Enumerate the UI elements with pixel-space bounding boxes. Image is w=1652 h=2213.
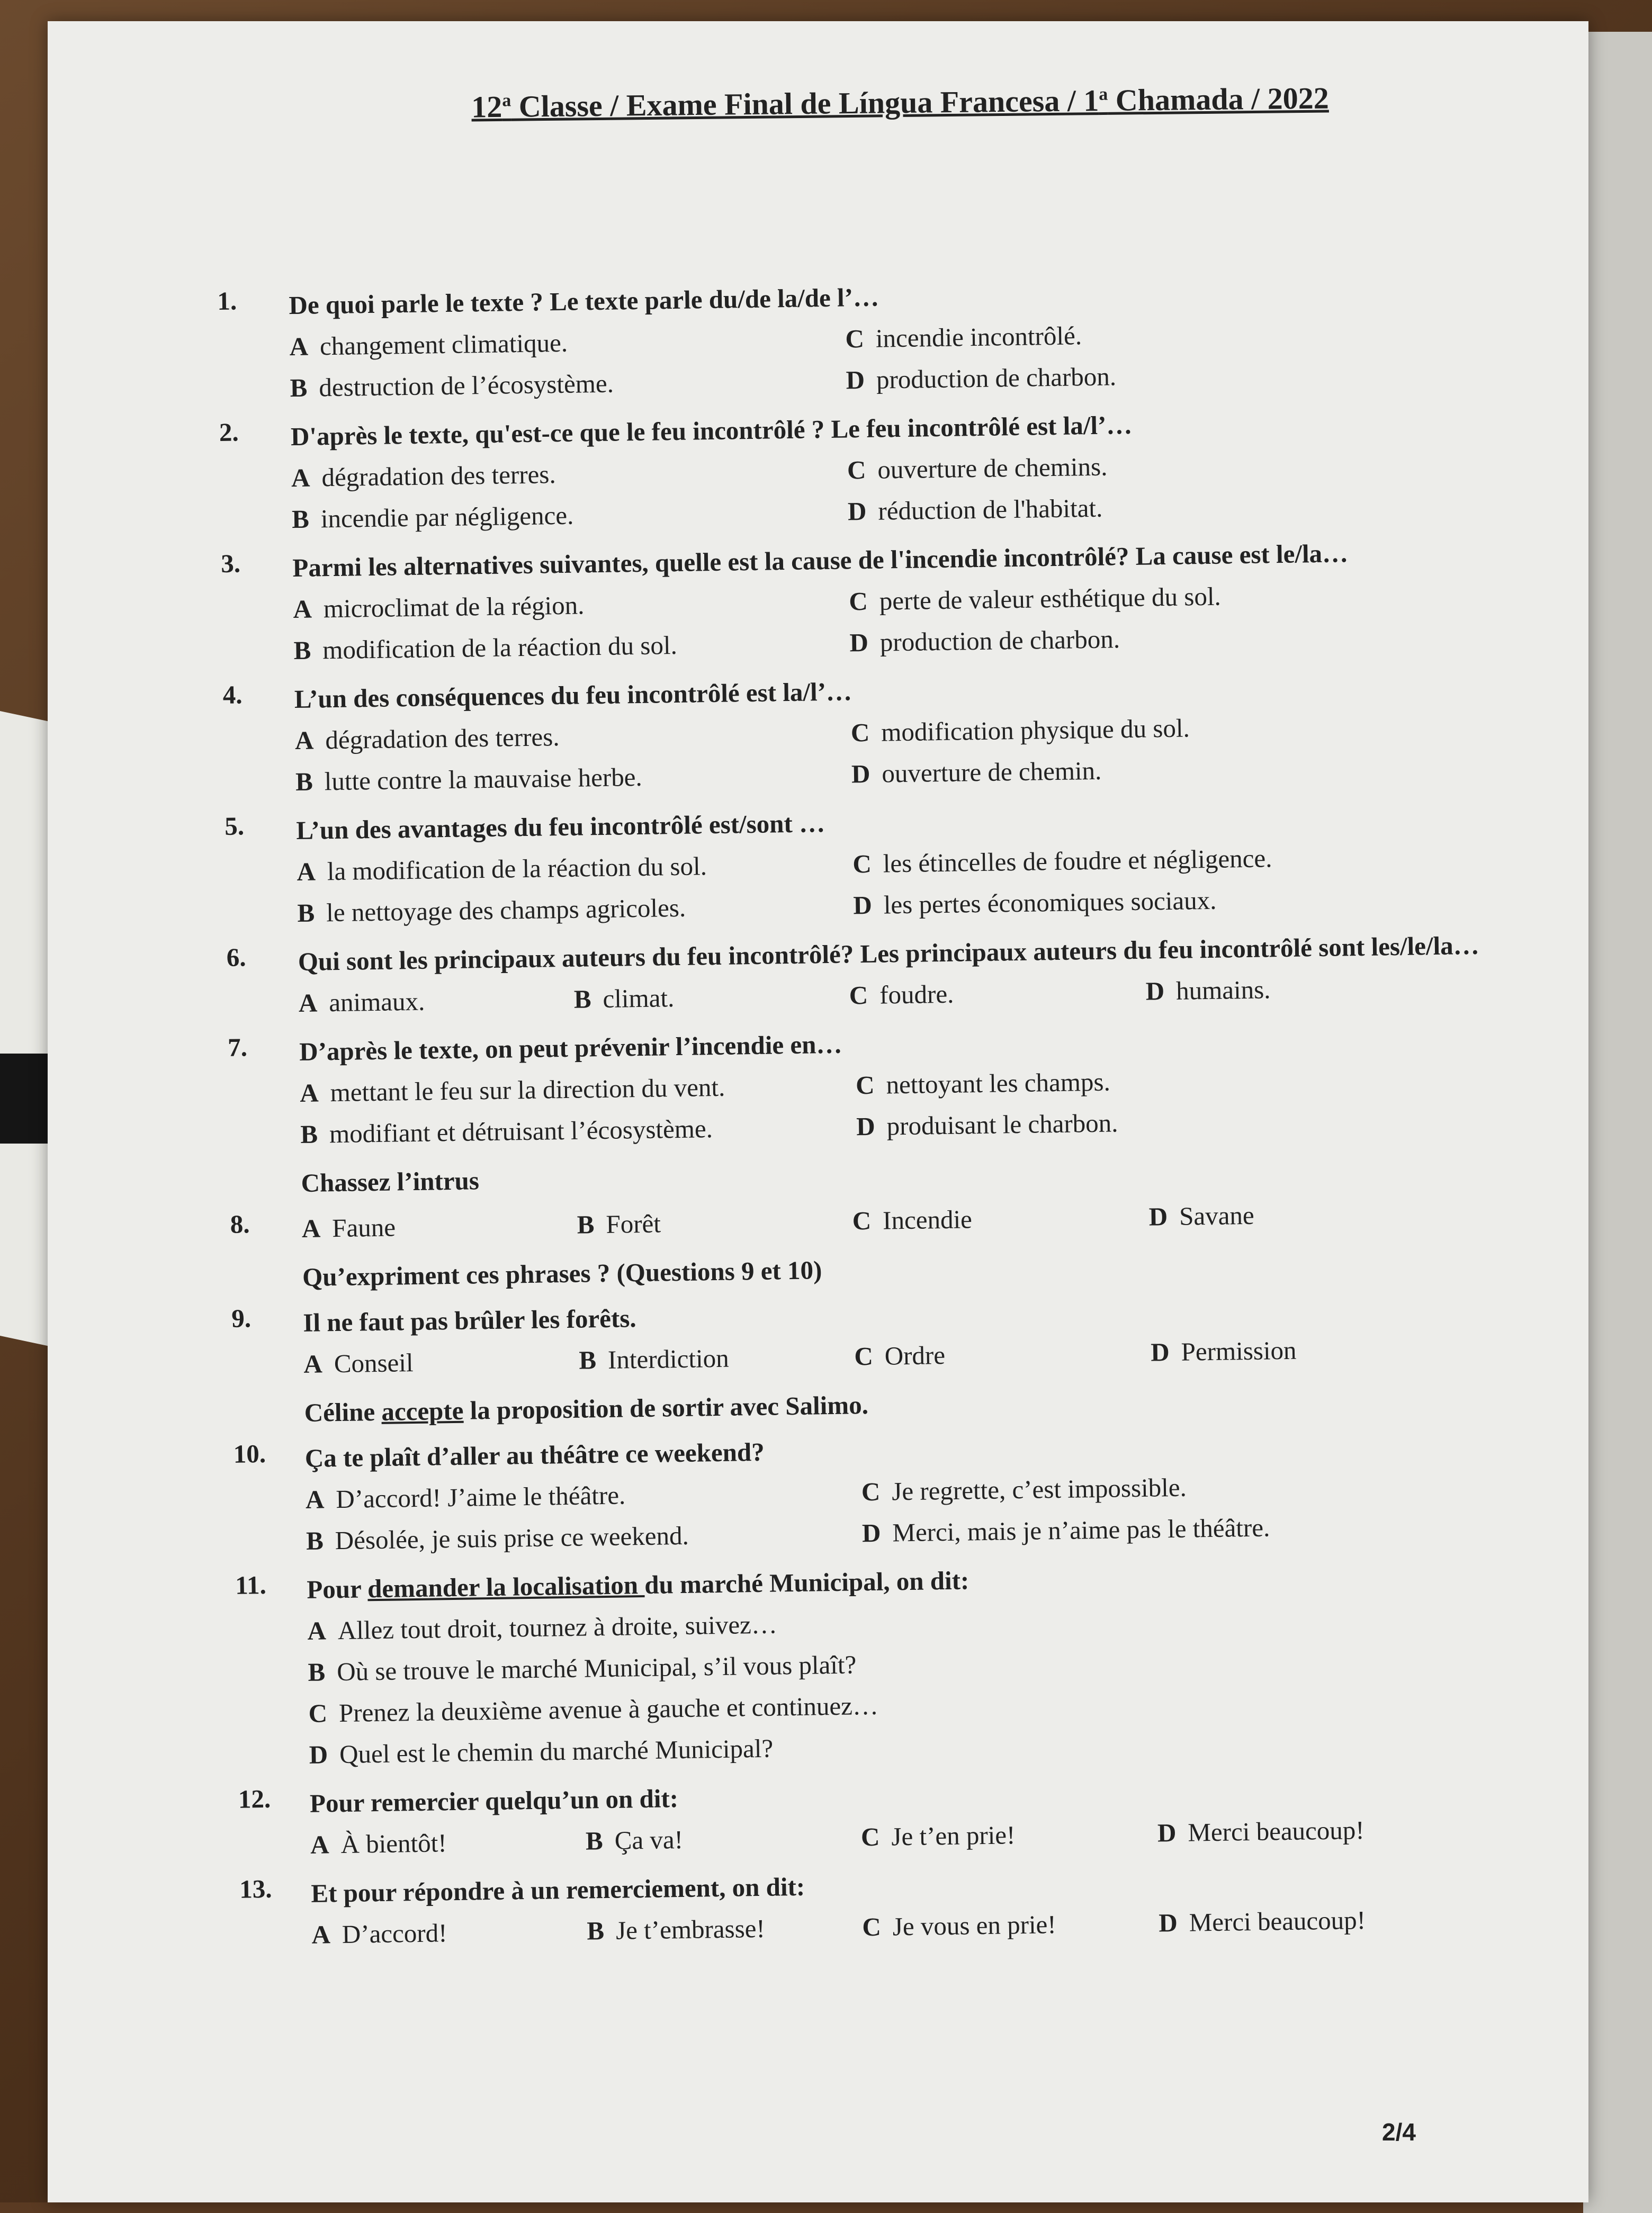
question-2	[219, 399, 1518, 541]
option-d: D Merci beaucoup!	[1157, 1815, 1365, 1848]
options	[294, 703, 1521, 803]
question-text: D'après le texte, qu'est-ce que le feu incontrôlé ? Le feu incontrôlé est la/l’…	[290, 410, 1133, 452]
option-d: D Merci, mais je n’aime pas le théâtre.	[861, 1513, 1270, 1548]
question-3	[221, 530, 1520, 672]
question-12	[238, 1766, 1537, 1867]
question-number: 3.	[220, 548, 241, 578]
option-d: D Quel est le chemin du marché Municipal?	[309, 1733, 774, 1769]
question-text: Il ne faut pas brûler les forêts.	[302, 1303, 636, 1337]
options	[297, 834, 1523, 934]
question-list	[217, 268, 1538, 1964]
option-a: A D’accord! J’aime le théâtre.	[305, 1480, 626, 1514]
page-header: 12$^a$ Classe / Exame Final de Língua Francesa / 1$^a$ Chamada / 2022	[471, 80, 1329, 124]
option-a: A changement climatique.	[289, 328, 568, 362]
option-c: C Je vous en prie!	[862, 1910, 1057, 1942]
option-d: D Permission	[1150, 1335, 1297, 1367]
options	[293, 572, 1520, 671]
option-b: B lutte contre la mauvaise herbe.	[295, 762, 643, 797]
question-1	[217, 268, 1516, 410]
option-c: C ouverture de chemins.	[847, 452, 1108, 485]
page-number: 2/4	[1382, 2118, 1416, 2146]
option-a: A dégradation des terres.	[291, 460, 556, 493]
option-a: A Faune	[301, 1212, 396, 1243]
option-b: B climat.	[573, 983, 675, 1014]
option-b: B Interdiction	[579, 1343, 730, 1375]
option-d: D production de charbon.	[846, 362, 1117, 395]
question-number: 12.	[238, 1784, 271, 1814]
option-b: B Où se trouve le marché Municipal, s’il vous plaît?	[308, 1650, 857, 1687]
option-b: B Forêt	[577, 1209, 661, 1239]
question-text: Ça te plaît d’aller au théâtre ce weekend?	[304, 1437, 765, 1473]
option-a: A la modification de la réaction du sol.	[297, 851, 707, 887]
question-9	[231, 1285, 1530, 1386]
option-d: D réduction de l'habitat.	[847, 493, 1103, 526]
question-text: L’un des avantages du feu incontrôlé est/sont …	[295, 808, 825, 845]
question-number: 2.	[219, 417, 239, 447]
options	[307, 1594, 1535, 1776]
question-5	[225, 793, 1523, 935]
option-b: B Je t’embrasse!	[587, 1913, 766, 1946]
next-page-edge	[1583, 32, 1652, 2213]
option-d: D humains.	[1145, 975, 1271, 1006]
options	[289, 309, 1516, 409]
option-b: B modifiant et détruisant l’écosystème.	[300, 1114, 713, 1149]
option-b: B Ça va!	[585, 1825, 684, 1856]
option-c: C Je regrette, c’est impossible.	[861, 1472, 1187, 1507]
option-a: A animaux.	[298, 986, 425, 1018]
option-c: C Je t’en prie!	[860, 1820, 1016, 1852]
section-instruction: Céline accepte la proposition de sortir avec Salimo.	[304, 1390, 869, 1427]
option-c: C foudre.	[849, 979, 954, 1010]
option-d: D Merci beaucoup!	[1158, 1905, 1366, 1938]
question-number: 6.	[226, 942, 246, 972]
option-b: B destruction de l’écosystème.	[290, 368, 614, 403]
options	[300, 1056, 1527, 1155]
option-d: D production de charbon.	[849, 624, 1120, 658]
option-d: D produisant le charbon.	[856, 1108, 1118, 1141]
option-c: C Prenez la deuxième avenue à gauche et continuez…	[308, 1690, 879, 1728]
question-4	[222, 662, 1521, 804]
options	[305, 1462, 1532, 1562]
question-11	[235, 1552, 1535, 1777]
option-c: C modification physique du sol.	[850, 713, 1190, 748]
question-number: 5.	[224, 811, 245, 841]
question-text: Pour demander la localisation du marché Municipal, on dit:	[307, 1566, 969, 1604]
option-a: A microclimat de la région.	[293, 590, 585, 624]
question-10	[233, 1421, 1532, 1563]
exam-page	[48, 21, 1588, 2202]
option-a: A dégradation des terres.	[294, 722, 560, 755]
section-instruction: Chassez l’intrus	[301, 1166, 480, 1198]
option-b: B modification de la réaction du sol.	[293, 630, 678, 665]
question-number: 7.	[227, 1032, 248, 1062]
option-a: A À bientôt!	[310, 1828, 447, 1859]
option-c: C perte de valeur esthétique du sol.	[849, 581, 1222, 616]
option-b: B Désolée, je suis prise ce weekend.	[306, 1521, 689, 1555]
option-c: C nettoyant les champs.	[855, 1067, 1111, 1100]
question-text: Pour remercier quelqu’un on dit:	[309, 1784, 679, 1818]
question-7	[228, 1014, 1527, 1156]
question-number: 8.	[230, 1209, 250, 1239]
question-13	[239, 1856, 1538, 1957]
option-a: A mettant le feu sur la direction du vent.	[299, 1072, 725, 1108]
options	[291, 440, 1518, 540]
question-text: L’un des conséquences du feu incontrôlé est la/l’…	[294, 677, 852, 714]
option-c: C Incendie	[852, 1204, 973, 1236]
question-text: D’après le texte, on peut prévenir l’incendie en…	[299, 1029, 842, 1066]
option-a: A Conseil	[303, 1348, 414, 1379]
option-d: D ouverture de chemin.	[851, 755, 1102, 789]
option-c: C incendie incontrôlé.	[845, 321, 1082, 354]
option-a: A Allez tout droit, tournez à droite, suivez…	[307, 1609, 778, 1645]
option-c: C les étincelles de foudre et négligence.	[852, 843, 1272, 879]
option-d: D les pertes économiques sociaux.	[853, 885, 1217, 920]
option-c: C Ordre	[854, 1341, 946, 1371]
option-b: B incendie par négligence.	[291, 500, 574, 534]
option-b: B le nettoyage des champs agricoles.	[297, 893, 686, 928]
question-number: 9.	[231, 1303, 252, 1333]
question-number: 13.	[239, 1874, 272, 1904]
question-text: Parmi les alternatives suivantes, quelle est la cause de l'incendie incontrôlé? La cause est le/la…	[292, 538, 1349, 583]
question-text: Qui sont les principaux auteurs du feu incontrôlé? Les principaux auteurs du feu incontrôlé sont les/le/la…	[298, 930, 1480, 976]
question-text: De quoi parle le texte ? Le texte parle du/de la/de l’…	[289, 282, 879, 320]
option-d: D Savane	[1148, 1200, 1254, 1231]
question-text: Et pour répondre à un remerciement, on dit:	[311, 1872, 805, 1908]
question-number: 11.	[235, 1570, 267, 1600]
question-6	[226, 924, 1524, 1025]
question-number: 4.	[222, 680, 243, 709]
section-instruction: Qu’expriment ces phrases ? (Questions 9 et 10)	[302, 1255, 822, 1292]
question-number: 10.	[233, 1438, 266, 1469]
question-number: 1.	[217, 286, 237, 316]
option-a: A D’accord!	[311, 1918, 447, 1949]
